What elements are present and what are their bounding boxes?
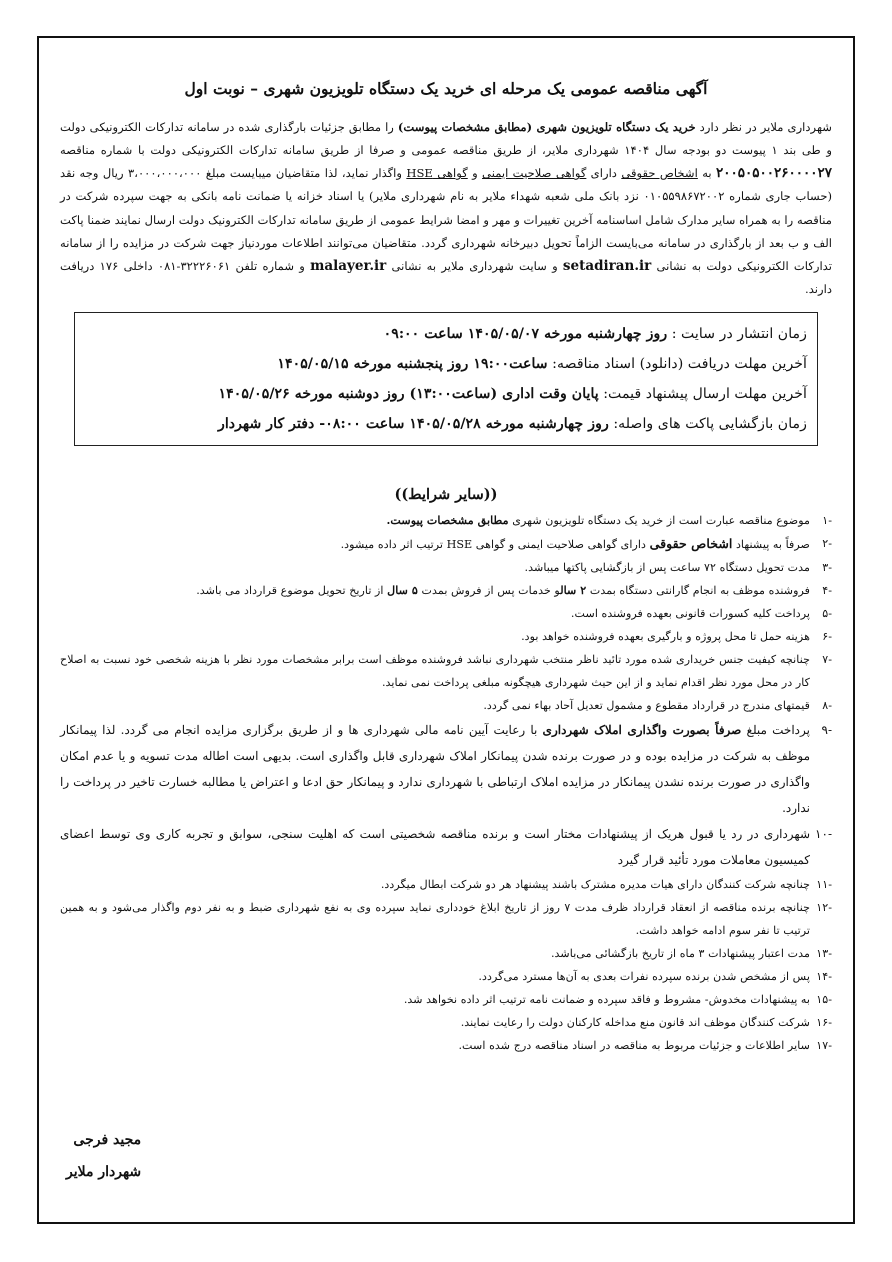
condition-item xyxy=(60,942,832,965)
condition-text: پرداخت مبلغ xyxy=(741,723,810,738)
condition-text: به پیشنهادات مخدوش- مشروط و فاقد سپرده و ضمانت نامه ترتیب اثر داده نخواهد شد. xyxy=(403,993,810,1007)
condition-text: سایر اطلاعات و جزئیات مربوط به مناقصه در اسناد مناقصه درج شده است. xyxy=(458,1039,810,1053)
condition-number: -۱۵ xyxy=(816,993,832,1007)
condition-text: پرداخت کلیه کسورات قانونی بعهده فروشنده است. xyxy=(570,607,810,621)
condition-text: مدت اعتبار پیشنهادات ۳ ماه از تاریخ بازگشائی می‌باشد. xyxy=(550,947,810,961)
condition-text: دارای گواهی صلاحیت ایمنی و گواهی HSE ترتیب اثر داده میشود. xyxy=(340,538,650,552)
tender-subject: خرید یک دستگاه تلویزیون شهری (مطابق مشخصات پیوست) xyxy=(397,119,696,134)
schedule-value: پایان وقت اداری (ساعت۱۳:۰۰) روز دوشنبه مورخه ۱۴۰۵/۰۵/۲۶ xyxy=(218,386,599,403)
intro-text: واگذار نماید، لذا متقاضیان میبایست مبلغ ۳،۰۰۰،۰۰۰،۰۰۰ ریال وجه نقد (حساب جاری شماره ۰۱۰۵۵۹۸۶۷۲۰۰۲ نزد بانک ملی شعبه شهداء ملایر به نام شهرداری ملایر) یا اسناد خزانه یا ضمانت نامه بانکی به جهت سپرده شرکت در مناقصه را به همراه سایر مدارک شامل اساسنامه آخرین تغییرات و مهر و امضا شرایط عمومی از طریق سامانه تدارکات الکترونیک دولت ارسال نمایند ضمنا پاکت الف و ب بعد از بارگذاری در سامانه می‌بایست الزاماً تحویل دبیرخانه شهرداری گردد. متقاضیان می‌توانند اطلاعات موردنیاز جهت شرکت در مزایده را از سامانه تدارکات الکترونیکی دولت به نشانی xyxy=(60,166,833,273)
intro-text: و سایت شهرداری ملایر به نشانی xyxy=(386,258,563,273)
condition-number: -۱۲ xyxy=(816,901,832,915)
condition-number: -۷ xyxy=(822,653,832,667)
notice-content xyxy=(60,78,832,1057)
condition-item xyxy=(60,988,832,1011)
condition-number: -۱۴ xyxy=(816,970,832,984)
condition-emphasis: اشخاص حقوقی xyxy=(649,536,733,552)
condition-number: -۲ xyxy=(822,537,832,551)
schedule-row xyxy=(85,319,807,349)
signatory-position: شهردار ملایر xyxy=(66,1164,142,1180)
condition-emphasis: صرفاً بصورت واگذاری املاک شهرداری xyxy=(542,723,742,738)
condition-number: -۹ xyxy=(821,723,832,738)
condition-item xyxy=(60,579,832,602)
condition-item xyxy=(60,625,832,648)
condition-number: -۱۰ xyxy=(815,827,832,842)
condition-text: با رعایت آیین نامه مالی شهرداری ها و از طریق برگزاری مزایده انجام می گردد. لذا پیمانکار موظف به شرکت در مزایده بوده و در صورت برنده شدن پیمانکار املاک شهرداری قابل واگذاری است. بدیهی است اطاله مدت تسویه و یا عدم امکان واگذاری در صورت برنده نشدن پیمانکار در مزایده املاک ارتباطی با شهرداری ندارد و پیمانکار حق ادعا و اعتراض یا مطالبه خسارت تاخیر در پرداخت را ندارد. xyxy=(60,723,810,816)
condition-text: پس از مشخص شدن برنده سپرده نفرات بعدی به آن‌ها مسترد می‌گردد. xyxy=(478,970,810,984)
condition-text: صرفاً به پیشنهاد xyxy=(732,538,810,552)
signature-block xyxy=(66,1124,141,1188)
schedule-row xyxy=(85,409,807,439)
schedule-label: زمان بازگشایی پاکت های واصله: xyxy=(608,416,807,433)
schedule-row xyxy=(85,349,807,379)
condition-text: چنانچه کیفیت جنس خریداری شده مورد تائید ناظر منتخب شهرداری نباشد فروشنده موظف است برابر مشخصات مورد نظر با هزینه شخصی خود نسبت به اصلاح کار در محل مورد نظر اقدام نماید و از این حیث شهرداری هیچگونه مبلغی پرداخت نمی نماید. xyxy=(60,653,810,690)
condition-number: -۱۱ xyxy=(816,878,832,892)
intro-text: و شماره تلفن ۳۲۲۲۶۰۶۱-۰۸۱ داخلی ۱۷۶ دریافت دارند. xyxy=(60,258,832,297)
schedule-box xyxy=(74,312,818,446)
condition-number: -۱۶ xyxy=(816,1016,832,1030)
condition-text: هزینه حمل تا محل پروژه و بارگیری بعهده فروشنده خواهد بود. xyxy=(521,630,810,644)
intro-text: دارای xyxy=(586,166,622,181)
condition-item xyxy=(60,896,832,942)
condition-text: شرکت کنندگان موظف اند قانون منع مداخله کارکنان دولت را رعایت نمایند. xyxy=(460,1016,810,1030)
intro-text: به xyxy=(697,166,716,181)
intro-paragraph xyxy=(60,116,832,302)
condition-text: مدت تحویل دستگاه ۷۲ ساعت پس از بازگشایی پاکتها میباشد. xyxy=(524,561,810,575)
legal-persons-text: اشخاص حقوقی xyxy=(621,166,698,181)
condition-item xyxy=(60,648,832,694)
condition-number: -۶ xyxy=(822,630,832,644)
intro-text: شهرداری ملایر در نظر دارد xyxy=(695,119,833,134)
condition-emphasis: ۵ سال xyxy=(387,583,418,598)
notice-title: آگهی مناقصه عمومی یک مرحله ای خرید یک دستگاه تلویزیون شهری – نوبت اول xyxy=(184,79,708,98)
condition-text: فروشنده موظف به انجام گارانتی دستگاه بمدت xyxy=(586,584,810,598)
signatory-name: مجید فرجی xyxy=(73,1132,142,1148)
condition-item xyxy=(60,602,832,625)
condition-emphasis: مطابق مشخصات پیوست. xyxy=(386,513,509,528)
condition-item xyxy=(60,965,832,988)
condition-text: چنانچه برنده مناقصه از انعقاد قرارداد ظرف مدت ۷ روز از تاریخ ابلاغ خودداری نماید سپرده وی به نفع شهرداری ضبط و به نفر دوم واگذار می‌شود و به همین ترتیب تا نفر سوم ادامه خواهد داشت. xyxy=(60,901,810,938)
schedule-row xyxy=(85,379,807,409)
condition-item xyxy=(60,532,832,556)
condition-number: -۳ xyxy=(822,561,832,575)
condition-item xyxy=(60,694,832,717)
schedule-value: روز چهارشنبه مورخه ۱۴۰۵/۰۵/۲۸ ساعت ۰۸:۰۰- دفتر کار شهردار xyxy=(217,416,609,433)
conditions-heading: ((سایر شرایط)) xyxy=(394,486,498,504)
condition-text: موضوع مناقصه عبارت است از خرید یک دستگاه تلویزیون شهری xyxy=(508,514,810,528)
hse-certificate-text: گواهی HSE xyxy=(406,166,468,181)
condition-number: -۵ xyxy=(822,607,832,621)
condition-item xyxy=(60,1034,832,1057)
condition-item xyxy=(60,821,832,873)
condition-item xyxy=(60,873,832,896)
condition-item xyxy=(60,556,832,579)
condition-number: -۱ xyxy=(822,514,832,528)
condition-text: قیمتهای مندرج در قرارداد مقطوع و مشمول تعدیل آحاد بهاء نمی گردد. xyxy=(483,699,810,713)
conditions-list xyxy=(60,509,832,1057)
schedule-label: آخرین مهلت دریافت (دانلود) اسناد مناقصه: xyxy=(547,356,807,373)
safety-certificate-text: گواهی صلاحیت ایمنی xyxy=(482,166,587,181)
intro-text: را مطابق جزئیات بارگذاری شده در سامانه تدارکات الکترونیکی دولت و طی بند ۱ پیوست دو بودجه سال ۱۴۰۴ شهرداری ملایر، از طریق مناقصه عمومی و صرفا از طریق سامانه تدارکات الکترونیکی دولت با شماره مناقصه xyxy=(60,119,833,157)
schedule-label: آخرین مهلت ارسال پیشنهاد قیمت: xyxy=(598,386,807,403)
condition-text: و خدمات پس از فروش بمدت xyxy=(417,584,561,598)
condition-number: -۱۷ xyxy=(816,1039,832,1053)
condition-text: چنانچه شرکت کنندگان دارای هیات مدیره مشترک باشند پیشنهاد هر دو شرکت ابطال میگردد. xyxy=(380,878,810,892)
condition-item xyxy=(60,1011,832,1034)
tender-number: ۲۰۰۵۰۵۰۰۲۶۰۰۰۰۲۷ xyxy=(715,165,832,182)
condition-text: از تاریخ تحویل موضوع قرارداد می باشد. xyxy=(196,584,388,598)
condition-number: -۴ xyxy=(822,584,832,598)
schedule-value: روز چهارشنبه مورخه ۱۴۰۵/۰۵/۰۷ ساعت ۰۹:۰۰ xyxy=(383,326,668,343)
condition-item xyxy=(60,509,832,532)
condition-text: شهرداری در رد یا قبول هریک از پیشنهادات مختار است و برنده مناقصه شخصیتی است که اهلیت سنجی، سوابق و تجربه کاری وی توسط اعضای کمیسیون معاملات مورد تأئید قرار گیرد xyxy=(60,827,810,868)
condition-number: -۱۳ xyxy=(816,947,832,961)
intro-text: و xyxy=(467,166,483,181)
schedule-value: ساعت۱۹:۰۰ روز پنجشنبه مورخه ۱۴۰۵/۰۵/۱۵ xyxy=(277,356,548,373)
condition-item xyxy=(60,717,832,821)
condition-emphasis: ۲ سال xyxy=(560,583,587,598)
schedule-label: زمان انتشار در سایت : xyxy=(667,326,807,343)
setadiran-link[interactable]: setadiran.ir xyxy=(562,257,652,274)
malayer-link[interactable]: malayer.ir xyxy=(310,257,387,274)
condition-number: -۸ xyxy=(822,699,832,713)
